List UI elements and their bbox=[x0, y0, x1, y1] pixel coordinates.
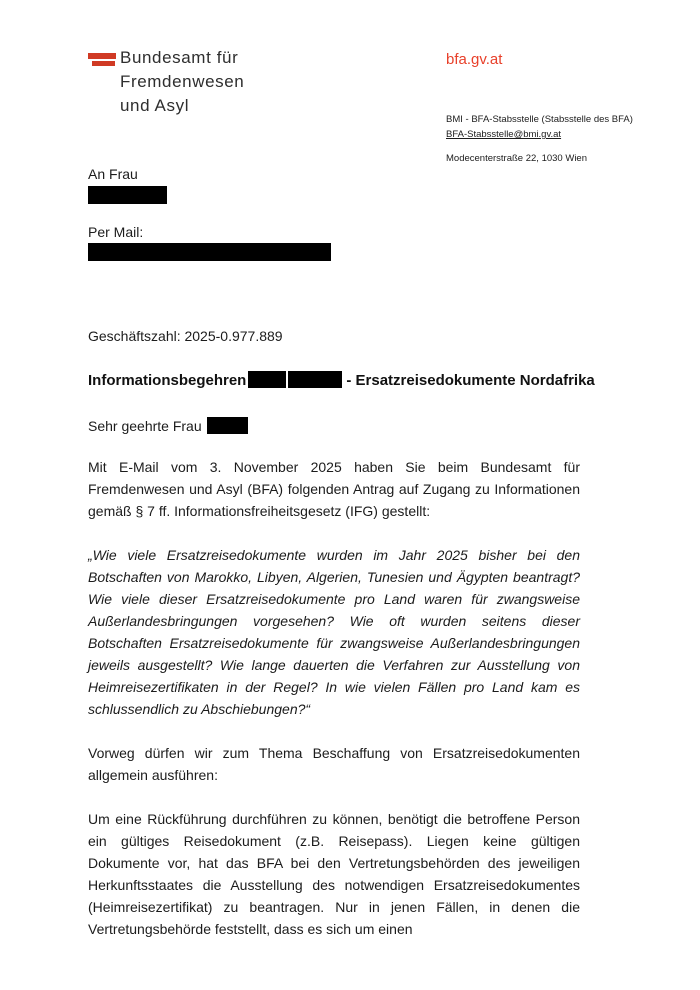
organization-name-line1: Bundesamt für bbox=[120, 48, 239, 67]
organization-name-line3: und Asyl bbox=[120, 96, 190, 115]
greeting-line bbox=[88, 417, 248, 434]
website-url: bfa.gv.at bbox=[446, 51, 503, 68]
flag-bar-bottom bbox=[92, 61, 115, 66]
contact-block bbox=[446, 112, 633, 166]
greeting-text: Sehr geehrte Frau bbox=[88, 418, 202, 434]
organization-name bbox=[120, 46, 244, 118]
redaction-bar-recipient-name bbox=[88, 186, 167, 204]
redaction-bar-email-address bbox=[88, 243, 331, 261]
subject-prefix: Informationsbegehren bbox=[88, 372, 247, 389]
paragraph-body: Um eine Rückführung durchführen zu können, benötigt die betroffene Person ein gültiges Reisedokument (z.B. Reisepass). Liegen keine gültigen Dokumente vor, hat das BFA bei den Vertretungsbehörden des jeweiligen Herkunftsstaates die Ausstellung des notwendigen Ersatzreisedokumentes (Heimreisezertifikat) zu beantragen. Nur in jenen Fällen, in denen die Vertretungsbehörde feststellt, dass es sich um einen bbox=[88, 811, 580, 937]
flag-bar-top bbox=[88, 53, 116, 59]
redaction-bar-subject-1 bbox=[248, 371, 286, 388]
austria-flag-icon bbox=[88, 53, 116, 66]
per-mail-label: Per Mail: bbox=[88, 224, 144, 240]
subject-suffix: - Ersatzreisedokumente Nordafrika bbox=[346, 372, 595, 389]
paragraph-intro: Mit E-Mail vom 3. November 2025 haben Sie beim Bundesamt für Fremdenwesen und Asyl (BFA) folgenden Antrag auf Zugang zu Informationen gemäß § 7 ff. Informationsfreiheitsgesetz (IFG) gestellt: bbox=[88, 459, 580, 519]
department-unit: BMI - BFA-Stabsstelle (Stabsstelle des BFA) bbox=[446, 114, 633, 125]
recipient-to-line: An Frau bbox=[88, 166, 138, 182]
subject-line bbox=[88, 371, 595, 389]
organization-name-line2: Fremdenwesen bbox=[120, 72, 245, 91]
reference-number: Geschäftszahl: 2025-0.977.889 bbox=[88, 328, 283, 344]
paragraph-quote: „Wie viele Ersatzreisedokumente wurden im Jahr 2025 bisher bei den Botschaften von Marokko, Libyen, Algerien, Tunesien und Ägypten beantragt? Wie viele dieser Ersatzreisedokumente pro Land waren für zwangsweise Außerlandesbringungen vorgesehen? Wie oft wurden seitens dieser Botschaften Ersatzreisedokumente für zwangsweise Außerlandesbringungen jeweils ausgestellt? Wie lange dauerten die Verfahren zur Ausstellung von Heimreisezertifikaten in der Regel? In wie vielen Fällen pro Land kam es schlussendlich zu Abschiebungen?“ bbox=[88, 547, 580, 717]
letter-body bbox=[88, 456, 580, 962]
paragraph-preface: Vorweg dürfen wir zum Thema Beschaffung von Ersatzreisedokumenten allgemein ausführen: bbox=[88, 745, 580, 783]
email-link[interactable]: BFA-Stabsstelle@bmi.gv.at bbox=[446, 129, 562, 140]
redaction-bar-subject-2 bbox=[288, 371, 342, 388]
postal-address: Modecenterstraße 22, 1030 Wien bbox=[446, 153, 587, 164]
redaction-bar-greeting-name bbox=[207, 417, 248, 434]
recipient-block bbox=[88, 165, 331, 261]
